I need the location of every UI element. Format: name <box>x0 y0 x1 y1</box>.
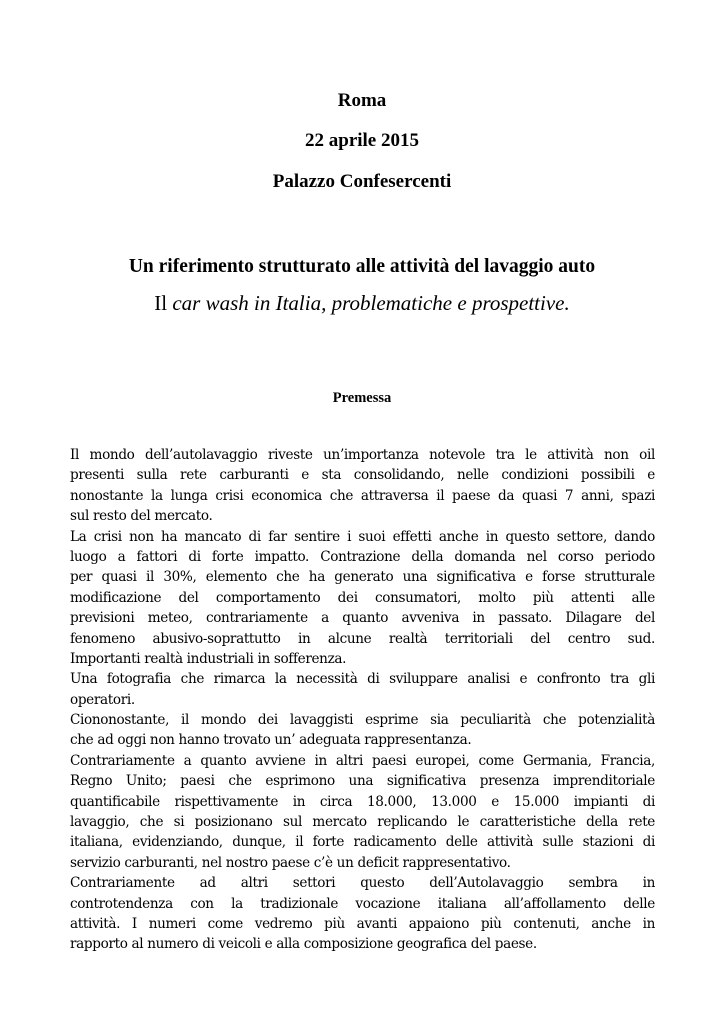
body-line: presenti sulla rete carburanti e sta consolidando, nelle condizioni possibili e <box>70 467 655 484</box>
body-line: Contrariamente a quanto avviene in altri paesi europei, come Germania, Francia, <box>70 752 655 769</box>
body-line: modificazione del comportamento dei consumatori, molto più attenti alle <box>70 589 655 606</box>
body-paragraphs <box>70 445 655 955</box>
body-line: luogo a fattori di forte impatto. Contrazione della domanda nel corso periodo <box>70 548 655 565</box>
body-line: sul resto del mercato. <box>70 508 213 525</box>
body-line: Il mondo dell’autolavaggio riveste un’importanza notevole tra le attività non oil <box>70 447 655 463</box>
subtitle-prefix: Il <box>154 291 168 315</box>
document-title: Un riferimento strutturato alle attività del lavaggio auto <box>128 256 596 277</box>
body-line: Regno Unito; paesi che esprimono una significativa presenza imprenditoriale <box>70 773 655 790</box>
header-venue: Palazzo Confesercenti <box>272 171 452 192</box>
section-heading-premessa: Premessa <box>332 390 392 406</box>
body-line: servizio carburanti, nel nostro paese c’è un deficit rappresentativo. <box>70 854 511 871</box>
subtitle-italic: car wash in Italia, problematiche e prospettive. <box>172 291 570 315</box>
body-line: che ad oggi non hanno trovato un’ adeguata rappresentanza. <box>70 732 472 749</box>
body-line: italiana, evidenziando, dunque, il forte radicamento delle attività sulle stazioni di <box>70 834 655 851</box>
body-line: Importanti realtà industriali in sofferenza. <box>70 650 347 667</box>
body-line: controtendenza con la tradizionale vocazione italiana all’affollamento delle <box>70 895 655 912</box>
body-line: fenomeno abusivo-soprattutto in alcune realtà territoriali del centro sud. <box>70 630 655 647</box>
body-line: per quasi il 30%, elemento che ha generato una significativa e forse strutturale <box>70 569 655 586</box>
body-line: Una fotografia che rimarca la necessità di sviluppare analisi e confronto tra gli <box>70 671 655 688</box>
header-city: Roma <box>337 90 387 111</box>
document-subtitle <box>0 290 724 316</box>
body-line: Contrariamente ad altri settori questo dell’Autolavaggio sembra in <box>70 875 655 892</box>
body-line: Ciononostante, il mondo dei lavaggisti esprime sia peculiarità che potenzialità <box>70 712 655 729</box>
body-line: nonostante la lunga crisi economica che attraversa il paese da quasi 7 anni, spazi <box>70 487 655 504</box>
body-line: rapporto al numero di veicoli e alla composizione geografica del paese. <box>70 936 537 953</box>
body-line: attività. I numeri come vedremo più avanti appaiono più contenuti, anche in <box>70 915 655 932</box>
body-line: La crisi non ha mancato di far sentire i suoi effetti anche in questo settore, dando <box>70 528 655 545</box>
body-line: operatori. <box>70 691 135 708</box>
body-line: lavaggio, che si posizionano sul mercato replicando le caratteristiche della rete <box>70 814 655 831</box>
body-line: quantificabile rispettivamente in circa 18.000, 13.000 e 15.000 impianti di <box>70 793 655 810</box>
header-date: 22 aprile 2015 <box>305 130 419 151</box>
body-line: previsioni meteo, contrariamente a quanto avveniva in passato. Dilagare del <box>70 610 655 627</box>
